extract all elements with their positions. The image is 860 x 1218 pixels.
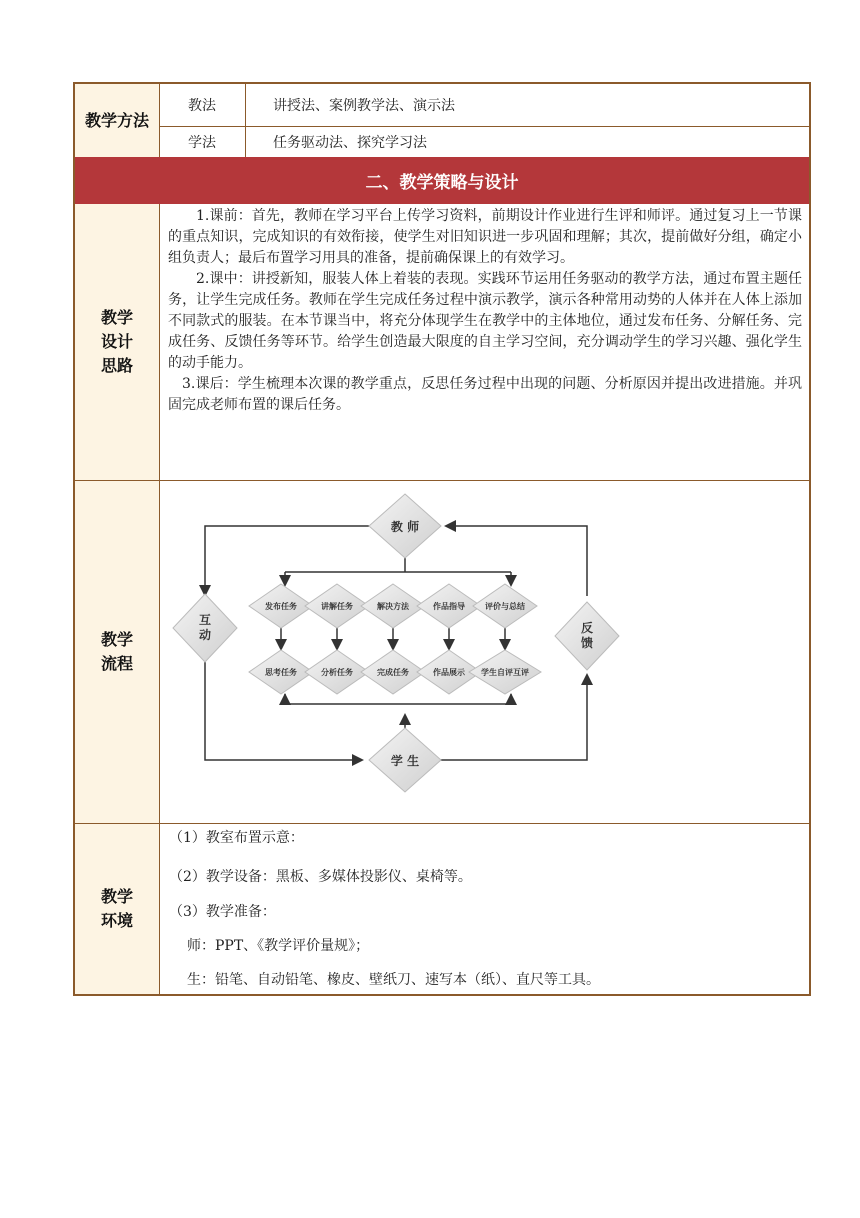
svg-text:完成任务: 完成任务 — [377, 668, 409, 677]
divider — [245, 84, 246, 157]
environment-line: （2）教学设备：黑板、多媒体投影仪、桌椅等。 — [169, 869, 472, 885]
svg-text:教 师: 教 师 — [390, 520, 420, 534]
svg-text:分析任务: 分析任务 — [321, 668, 353, 677]
method-type: 学法 — [188, 135, 216, 151]
method-content: 讲授法、案例教学法、演示法 — [273, 98, 455, 114]
design-label: 教学设计思路 — [100, 308, 133, 375]
design-paragraph: 3.课后：学生梳理本次课的教学重点，反思任务过程中出现的问题、分析原因并提出改进措施。并巩固完成老师布置的课后任务。 — [168, 376, 802, 413]
design-paragraph: 2.课中：讲授新知，服装人体上着装的表现。实践环节运用任务驱动的教学方法，通过布置主题任务，让学生完成任务。教师在学生完成任务过程中演示教学，演示各种常用动势的人体并在人体上添加不同款式的服装。在本节课当中，将充分体现学生在教学中的主体地位，通过发布任务、分解任务、完成任务、反馈任务等环节。给学生创造最大限度的自主学习空间，充分调动学生的学习兴趣、强化学生的动手能力。 — [168, 271, 802, 371]
environment-line: （3）教学准备： — [169, 904, 276, 920]
svg-text:讲解任务: 讲解任务 — [321, 602, 353, 611]
task-node-top — [473, 584, 537, 628]
lesson-plan-table — [73, 82, 811, 996]
task-node-top — [305, 584, 369, 628]
process-label: 教学流程 — [100, 629, 133, 673]
environment-label: 教学环境 — [100, 886, 133, 930]
environment-line: （1）教室布置示意： — [169, 830, 304, 846]
task-node-bottom — [305, 650, 369, 694]
interaction-node — [173, 594, 237, 662]
teaching-flow-diagram — [165, 484, 645, 804]
svg-text:学 生: 学 生 — [390, 754, 420, 768]
divider — [159, 204, 160, 994]
svg-text:发布任务: 发布任务 — [265, 602, 297, 611]
task-node-bottom — [361, 650, 425, 694]
svg-text:作品展示: 作品展示 — [433, 668, 465, 677]
task-node-bottom — [469, 650, 541, 694]
divider — [75, 823, 809, 824]
feedback-node — [555, 602, 619, 670]
environment-line: 生：铅笔、自动铅笔、橡皮、壁纸刀、速写本（纸）、直尺等工具。 — [187, 972, 600, 988]
svg-text:思考任务: 思考任务 — [265, 668, 297, 677]
task-node-bottom — [249, 650, 313, 694]
task-node-top — [361, 584, 425, 628]
task-node-top — [417, 584, 481, 628]
svg-text:解决方法: 解决方法 — [377, 602, 409, 611]
method-type: 教法 — [188, 98, 216, 114]
svg-text:互动: 互动 — [198, 613, 212, 642]
teacher-node — [369, 494, 441, 558]
design-text — [168, 206, 802, 416]
divider — [75, 480, 809, 481]
method-content: 任务驱动法、探究学习法 — [273, 135, 427, 151]
design-paragraph: 1.课前：首先，教师在学习平台上传学习资料，前期设计作业进行生评和师评。通过复习上一节课的重点知识，完成知识的有效衔接，使学生对旧知识进一步巩固和理解；其次，提前做好分组，确定小组负责人；最后布置学习用具的准备，提前确保课上的有效学习。 — [168, 208, 802, 266]
student-node — [369, 728, 441, 792]
svg-text:反馈: 反馈 — [580, 621, 594, 650]
methods-label: 教学方法 — [84, 110, 149, 130]
svg-text:作品指导: 作品指导 — [433, 602, 465, 611]
svg-text:评价与总结: 评价与总结 — [485, 602, 525, 611]
svg-text:学生自评互评: 学生自评互评 — [481, 668, 529, 677]
section-title: 二、教学策略与设计 — [75, 157, 809, 204]
environment-line: 师：PPT、《教学评价量规》； — [187, 938, 370, 954]
task-node-top — [249, 584, 313, 628]
